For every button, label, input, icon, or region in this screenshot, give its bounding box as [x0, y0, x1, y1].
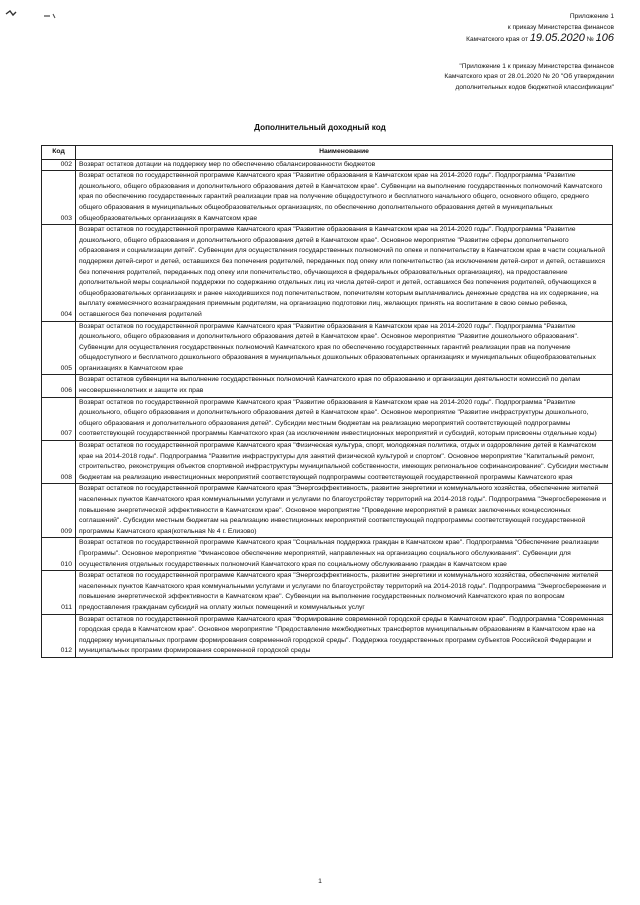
table-row [42, 171, 613, 225]
row-code: 009 [42, 484, 76, 538]
row-name: Возврат остатков по государственной программе Камчатского края "Энергоэффективность, развитие энергетики и коммунального хозяйства, обеспечение жителей населенных пунктов Камчатского края коммунальными услугами и услугами по благоустройству территорий на 2014-2018 годы". Подпрограмма "Энергосбережение и повышение энергетической эффективности в Камчатском крае". Субвенции на выполнение государственных полномочий Камчатского края по вопросам предоставления гражданам субсидий на оплату жилых помещений и коммунальных услуг [76, 571, 613, 614]
table-row [42, 538, 613, 571]
row-name: Возврат остатков по государственной программе Камчатского края "Развитие образования в Камчатском крае на 2014-2020 годы". Подпрограмма "Развитие дошкольного, общего образования и дополнительного образования детей в Камчатском крае". Основное мероприятие "Развитие сферы дополнительного образования и социализации детей". Субвенции для осуществления государственных полномочий по опеке и попечительству в Камчатском крае в части социальной поддержки детей-сирот и детей, оставшихся без попечения родителей, переданных под опеку или попечительство (за исключением детей-сирот и детей, оставшихся без попечения родителей, переданных под опеку или попечительство, обучающихся в федеральных образовательных организациях), на предоставление дополнительной меры социальной поддержки по содержанию отдельных лиц из числа детей-сирот и детей, оставшихся без попечения родителей, обучающихся в общеобразовательных организациях и ранее находившихся под попечительством, попечителям которым выплачивались денежные средства на их содержание, на выплату ежемесячного вознаграждения приемным родителям, на организацию подготовки лиц, желающих принять на воспитание в свою семью ребенка, оставшегося без попечения родителей [76, 225, 613, 321]
header-number-sign: № [586, 36, 594, 43]
row-name: Возврат остатков по государственной программе Камчатского края "Социальная поддержка граждан в Камчатском крае". Подпрограмма "Обеспечение реализации Программы". Основное мероприятие "Финансовое обеспечение мероприятий, направленных на организацию социального обслуживания". Субвенции для осуществления отдельных государственных полномочий Камчатского края по социальному обслуживанию граждан в Камчатском крае [76, 538, 613, 571]
table-header-row [42, 146, 613, 160]
row-code: 008 [42, 441, 76, 484]
row-code: 012 [42, 614, 76, 657]
table-row [42, 484, 613, 538]
document-title: Дополнительный доходный код [254, 123, 386, 132]
row-name: Возврат остатков по государственной программе Камчатского края "Развитие образования в Камчатском крае на 2014-2020 годы". Подпрограмма "Развитие дошкольного, общего образования и дополнительного образования детей в Камчатском крае". Основное мероприятие "Развитие инфраструктуры дошкольного, общего образования и дополнительного образования детей". Субсидии местным бюджетам на реализацию мероприятий соответствующей подпрограммы соответствующей государственной программы Камчатского края (за исключением инвестиционных мероприятий и субсидий, которым присвоены отдельные коды) [76, 397, 613, 440]
row-code: 002 [42, 159, 76, 171]
table-row [42, 614, 613, 657]
row-name: Возврат остатков по государственной программе Камчатского края "Развитие образования в Камчатском крае на 2014-2020 годы". Подпрограмма "Развитие дошкольного, общего образования и дополнительного образования детей в Камчатском крае". Субвенции на выполнение государственных полномочий Камчатского края по обеспечению государственных гарантий реализации прав на получение общедоступного и бесплатного начального общего, основного общего, среднего общего образования в муниципальных общеобразовательных организациях, по обеспечению дополнительного образования детей в муниципальных общеобразовательных организациях в Камчатском крае [76, 171, 613, 225]
row-code: 003 [42, 171, 76, 225]
header-line-1: Приложение 1 [569, 13, 614, 20]
column-header-name: Наименование [76, 146, 613, 160]
scan-artifact [4, 8, 64, 22]
row-code: 010 [42, 538, 76, 571]
header-number-handwritten: 106 [595, 32, 614, 44]
header-line-6: дополнительных кодов бюджетной классификации" [455, 83, 614, 91]
row-name: Возврат остатков по государственной программе Камчатского края "Энергоэффективность, развитие энергетики и коммунального хозяйства, обеспечение жителей населенных пунктов Камчатского края коммунальными услугами и услугами по благоустройству территорий на 2014-2018 годы". Подпрограмма "Энергосбережение и повышение энергетической эффективности в Камчатском крае". Основное мероприятие "Проведение мероприятий в рамках заключенных концессионных соглашений". Субсидии местным бюджетам на реализацию инвестиционных мероприятий соответствующей подпрограммы соответствующей государственной программы Камчатского края(котельная № 4 г. Елизово) [76, 484, 613, 538]
header-line-3 [314, 33, 614, 46]
income-codes-table [41, 145, 613, 658]
row-name: Возврат остатков по государственной программе Камчатского края "Развитие образования в Камчатском крае на 2014-2020 годы". Подпрограмма "Развитие дошкольного, общего образования и дополнительного образования детей в Камчатском крае". Основное мероприятие "Развитие дошкольного образования". Субвенции для осуществления государственных полномочий Камчатского края по обеспечению государственных гарантий реализации прав на получение общедоступного и бесплатного дошкольного образования в муниципальных дошкольных образовательных организациях и муниципальных общеобразовательных организациях в Камчатском крае [76, 321, 613, 375]
row-name: Возврат остатков дотации на поддержку мер по обеспечению сбалансированности бюджетов [76, 159, 613, 171]
header-date-prefix: Камчатского края от [466, 36, 528, 43]
approval-header [314, 12, 614, 93]
row-code: 005 [42, 321, 76, 375]
page-number: 1 [318, 878, 322, 885]
row-name: Возврат остатков по государственной программе Камчатского края "Физическая культура, спорт, молодежная политика, отдых и оздоровление детей в Камчатском крае на 2014-2018 годы". Подпрограмма "Развитие инфраструктуры для занятий физической культурой и спортом". Основное мероприятие "Капитальный ремонт, строительство, реконструкция объектов спортивной инфраструктуры муниципальной собственности, имеющих региональное софинансирование". Субсидии местным бюджетам на реализацию инвестиционных мероприятий соответствующей подпрограммы соответствующей государственной программы Камчатского края [76, 441, 613, 484]
table-row [42, 159, 613, 171]
table-row [42, 225, 613, 321]
row-name: Возврат остатков по государственной программе Камчатского края "Формирование современной городской среды в Камчатском крае". Подпрограмма "Современная городская среда в Камчатском крае". Основное мероприятие "Предоставление межбюджетных трансфертов муниципальным образованиям в Камчатском крае на поддержку муниципальных программ формирования современной городской среды". Поддержка государственных программ субъектов Российской Федерации и муниципальных программ формирования современной городской среды [76, 614, 613, 657]
header-line-4: "Приложение 1 к приказу Министерства финансов [459, 62, 614, 70]
header-line-2: к приказу Министерства финансов [507, 23, 614, 31]
table-row [42, 321, 613, 375]
header-date-handwritten: 19.05.2020 [529, 32, 585, 44]
column-header-code: Код [42, 146, 76, 160]
table-row [42, 441, 613, 484]
row-name: Возврат остатков субвенции на выполнение государственных полномочий Камчатского края по образованию и организации деятельности комиссий по делам несовершеннолетних и защите их прав [76, 375, 613, 397]
table-row [42, 397, 613, 440]
table-row [42, 375, 613, 397]
row-code: 004 [42, 225, 76, 321]
table-row [42, 571, 613, 614]
row-code: 007 [42, 397, 76, 440]
header-line-5: Камчатского края от 28.01.2020 № 20 "Об утверждении [444, 73, 614, 80]
row-code: 006 [42, 375, 76, 397]
row-code: 011 [42, 571, 76, 614]
